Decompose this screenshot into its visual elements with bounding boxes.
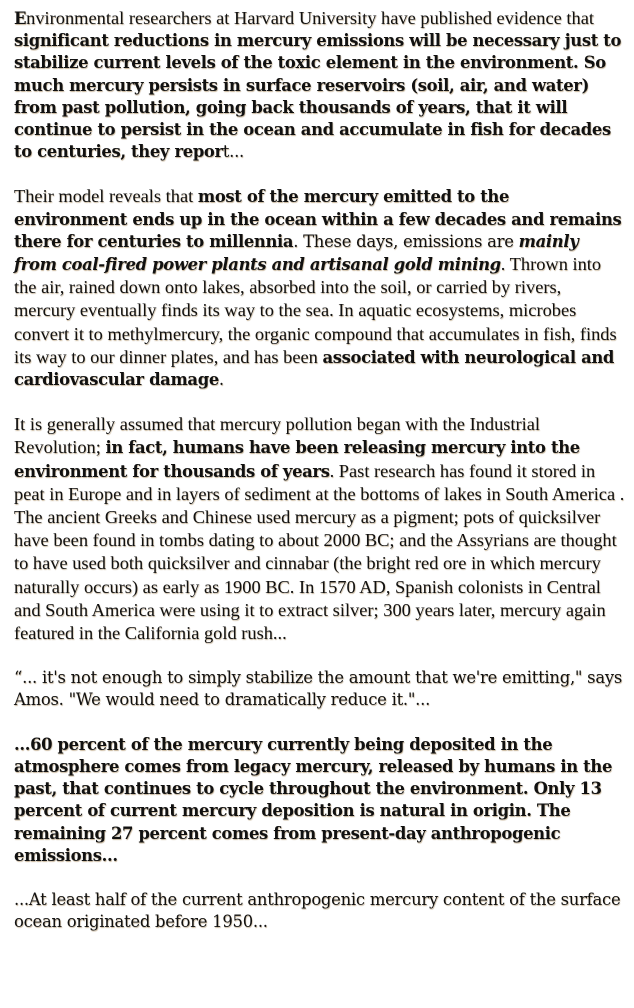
text-run: . Past research has found it stored in peat in Europe and in layers of sediment at the bottoms of lakes in South America . The ancient Greeks and Chinese used mercury as a pigment; pots of quicksilver have been found in tombs dating to about 2000 BC; and the Assyrians are thought to have used both quicksilver and cinnabar (the bright red ore in which mercury naturally occurs) as early as 1900 BC. In 1570 AD, Spanish colonists in Central and South America were using it to extract silver; 300 years later, mercury again featured in the California gold rush...	[14, 460, 625, 644]
emphasized-text-run: associated with neurological and cardiovascular damage	[14, 347, 615, 390]
text-run: . Thrown into the air, rained down onto lakes, absorbed into the soil, or carried by rivers, mercury eventually finds its way to the sea. In aquatic ecosystems, microbes convert it to methylmercury, the organic compound that accumulates in fish, finds its way to our dinner plates, and has been	[14, 254, 617, 367]
paragraph	[14, 667, 626, 711]
emphasized-text-run: E	[14, 9, 27, 28]
emphasized-text-run: significant reductions in mercury emissions will be necessary just to stabilize current levels of the toxic element in the environment. So much mercury persists in surface reservoirs (soil, air, and water) from past pollution, going back thousands of years, that it will continue to persist in the ocean and accumulate in fish for decades to centuries, they repor	[14, 31, 622, 162]
paragraph	[14, 889, 626, 933]
paragraph	[14, 413, 626, 645]
emphasized-text-run: ...60 percent of the mercury currently being deposited in the atmosphere comes from legacy mercury, released by humans in the past, that continues to cycle throughout the environment. Only 13 percent of current mercury deposition is natural in origin. The remaining 27 percent comes from present-day anthropogenic emissions...	[14, 734, 613, 865]
text-run: .	[218, 370, 224, 390]
paragraph	[14, 7, 626, 163]
text-run: It is generally assumed that mercury pollution began with the Industrial Revolution;	[14, 414, 541, 458]
text-run: “... it's not enough to simply stabilize the amount that we're emitting," says Amos. "We would need to dramatically reduce it."...	[14, 668, 623, 710]
emphasized-text-run: mainly from coal-fired power plants and artisanal gold mining	[14, 231, 579, 275]
text-run: t...	[222, 142, 245, 162]
text-run: Their model reveals that	[14, 186, 198, 207]
paragraph	[14, 734, 626, 867]
paragraph	[14, 185, 626, 391]
text-run: nvironmental researchers at Harvard University have published evidence that	[26, 8, 595, 28]
text-run: ...At least half of the current anthropogenic mercury content of the surface ocean originated before 1950...	[14, 889, 621, 932]
emphasized-text-run: most of the mercury emitted to the environment ends up in the ocean within a few decades and remains there for centuries to millennia	[14, 187, 622, 251]
emphasized-text-run: in fact, humans have been releasing mercury into the environment for thousands of years	[14, 438, 580, 481]
article-body	[14, 7, 626, 933]
text-run: . These days, emissions are	[293, 231, 519, 251]
